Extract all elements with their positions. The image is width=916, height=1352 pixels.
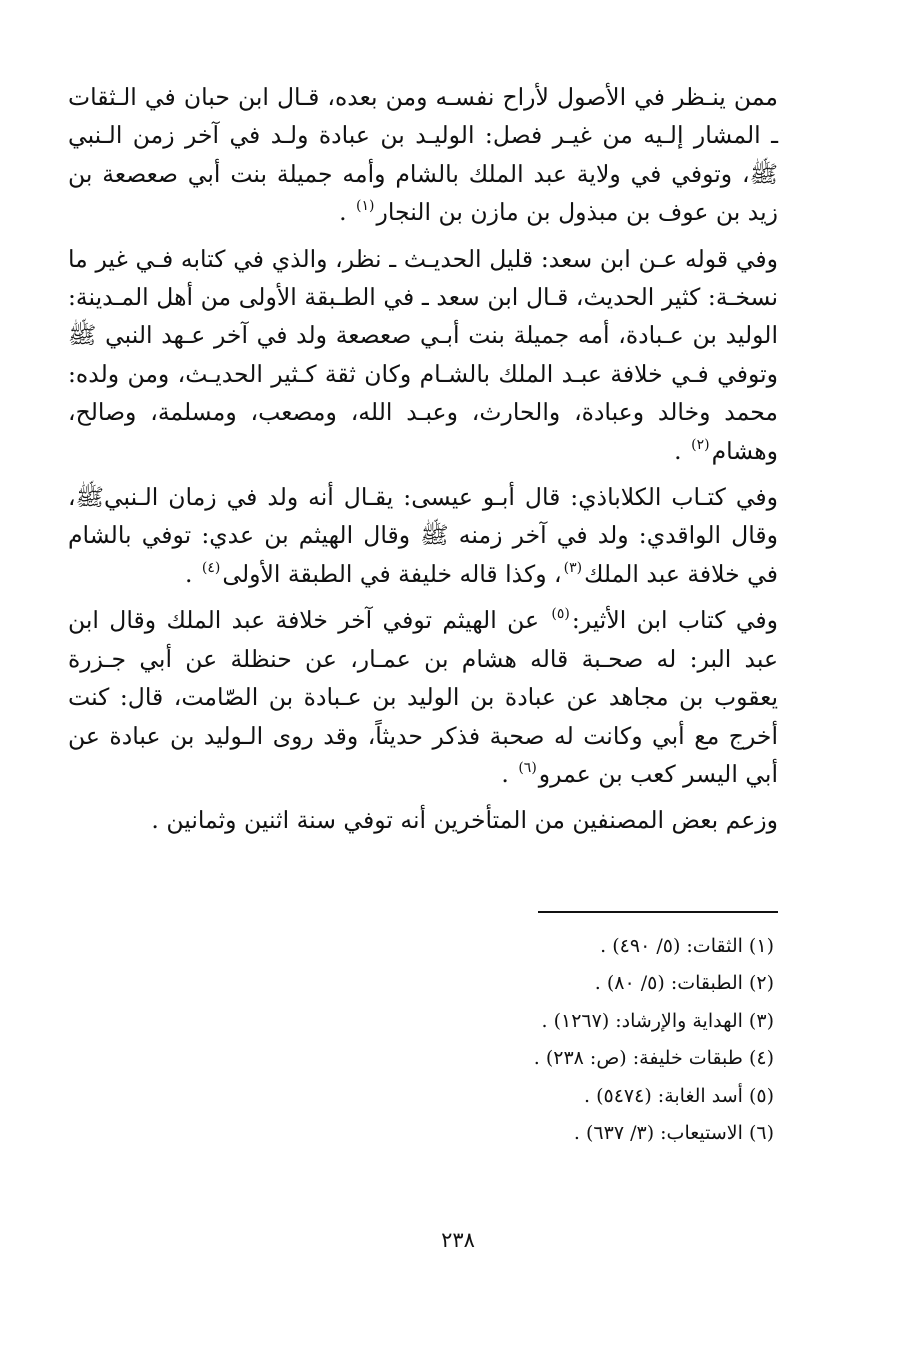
paragraph-4-end: . (501, 759, 517, 788)
paragraph-1-text: ممن ينـظر في الأصول لأراح نفسـه ومن بعده، قـال ابن حبان في الـثقات ـ المشار إلـيه من غيـر فصل: الوليـد بن عبادة ولـد في آخر زمن الـنبي ﷺ، وتوفي في ولاية عبد الملك بالشام وأمه جميلة بنت أبي صعصعة بن زيد بن عوف بن مبذول بن مازن بن النجار (68, 83, 778, 227)
footnote-4: (٤) طبقات خليفة: (ص: ٢٣٨) . (533, 1047, 774, 1070)
paragraph-3 (68, 478, 778, 593)
footnote-ref-4[interactable]: (٤) (201, 559, 221, 576)
footnote-ref-6[interactable]: (٦) (518, 759, 537, 776)
footnote-ref-1[interactable]: (١) (356, 198, 375, 215)
footnote-3: (٣) الهداية والإرشاد: (١٢٦٧) . (541, 1009, 774, 1032)
paragraph-4 (68, 601, 778, 793)
paragraph-1-end: . (339, 198, 355, 227)
footnote-5: (٥) أسد الغابة: (٥٤٧٤) . (584, 1084, 774, 1107)
footnote-1: (١) الثقات: (٥/ ٤٩٠) . (600, 935, 774, 957)
paragraph-3-end: . (184, 559, 200, 588)
footnote-ref-5[interactable]: (٥) (551, 606, 570, 623)
paragraph-2-text: وفي قوله عـن ابن سعد: قليل الحديـث ـ نظر، والذي في كتابه فـي غير ما نسخـة: كثير الحديث، قـال ابن سعد ـ في الطـبقة الأولى من أهل المـدينة: الوليد بن عـبادة، أمه جميلة بنت أبـي صعصعة ولد في آخر عـهد النبي ﷺ وتوفي فـي خلافة عبـد الملك بالشـام وكان ثقة كـثير الحديـث، ومن ولده: محمد وخالد وعبادة، والحارث، وعبـد الله، ومصعب، ومسلمة، وصالح، وهشام (68, 244, 778, 465)
paragraph-4-text: عن الهيثم توفي آخر خلافة عبد الملك وقال ابن عبد البر: له صحـبة قاله هشام بن عمـار، عن حنظلة عن أبي جـزرة يعقوب بن مجاهد عن عبادة بن الوليد بن عـبادة بن الصّامت، قال: كنت أخرج مع أبي وكانت له صحبة فذكر حديثاً، وقد روى الـوليد بن عبادة عن أبي اليسر كعب بن عمرو (68, 606, 778, 788)
paragraph-2 (68, 240, 778, 470)
footnotes-section (100, 928, 778, 1152)
footnote-divider (538, 911, 778, 913)
paragraph-4-start: وفي كتاب ابن الأثير: (571, 606, 778, 635)
paragraph-3-middle: ، وكذا قاله خليفة في الطبقة الأولى (222, 559, 562, 588)
paragraph-1 (68, 78, 778, 232)
main-text (68, 78, 778, 848)
paragraph-3-text: وفي كتـاب الكلاباذي: قال أبـو عيسى: يقـال أنه ولد في زمان الـنبيﷺ، وقال الواقدي: ولد في آخر زمنه ﷺ وقال الهيثم بن عدي: توفي بالشام في خلافة عبد الملك (68, 483, 778, 588)
footnote-2: (٢) الطبقات: (٥/ ٨٠) . (594, 972, 774, 995)
paragraph-2-end: . (674, 436, 690, 465)
footnote-ref-2[interactable]: (٢) (691, 436, 710, 453)
footnote-6: (٦) الاستيعاب: (٣/ ٦٣٧) . (573, 1122, 774, 1145)
paragraph-5: وزعم بعض المصنفين من المتأخرين أنه توفي سنة اثنين وثمانين . (151, 806, 778, 835)
page-number: ٢٣٨ (441, 1228, 475, 1252)
footnote-ref-3[interactable]: (٣) (563, 559, 583, 576)
